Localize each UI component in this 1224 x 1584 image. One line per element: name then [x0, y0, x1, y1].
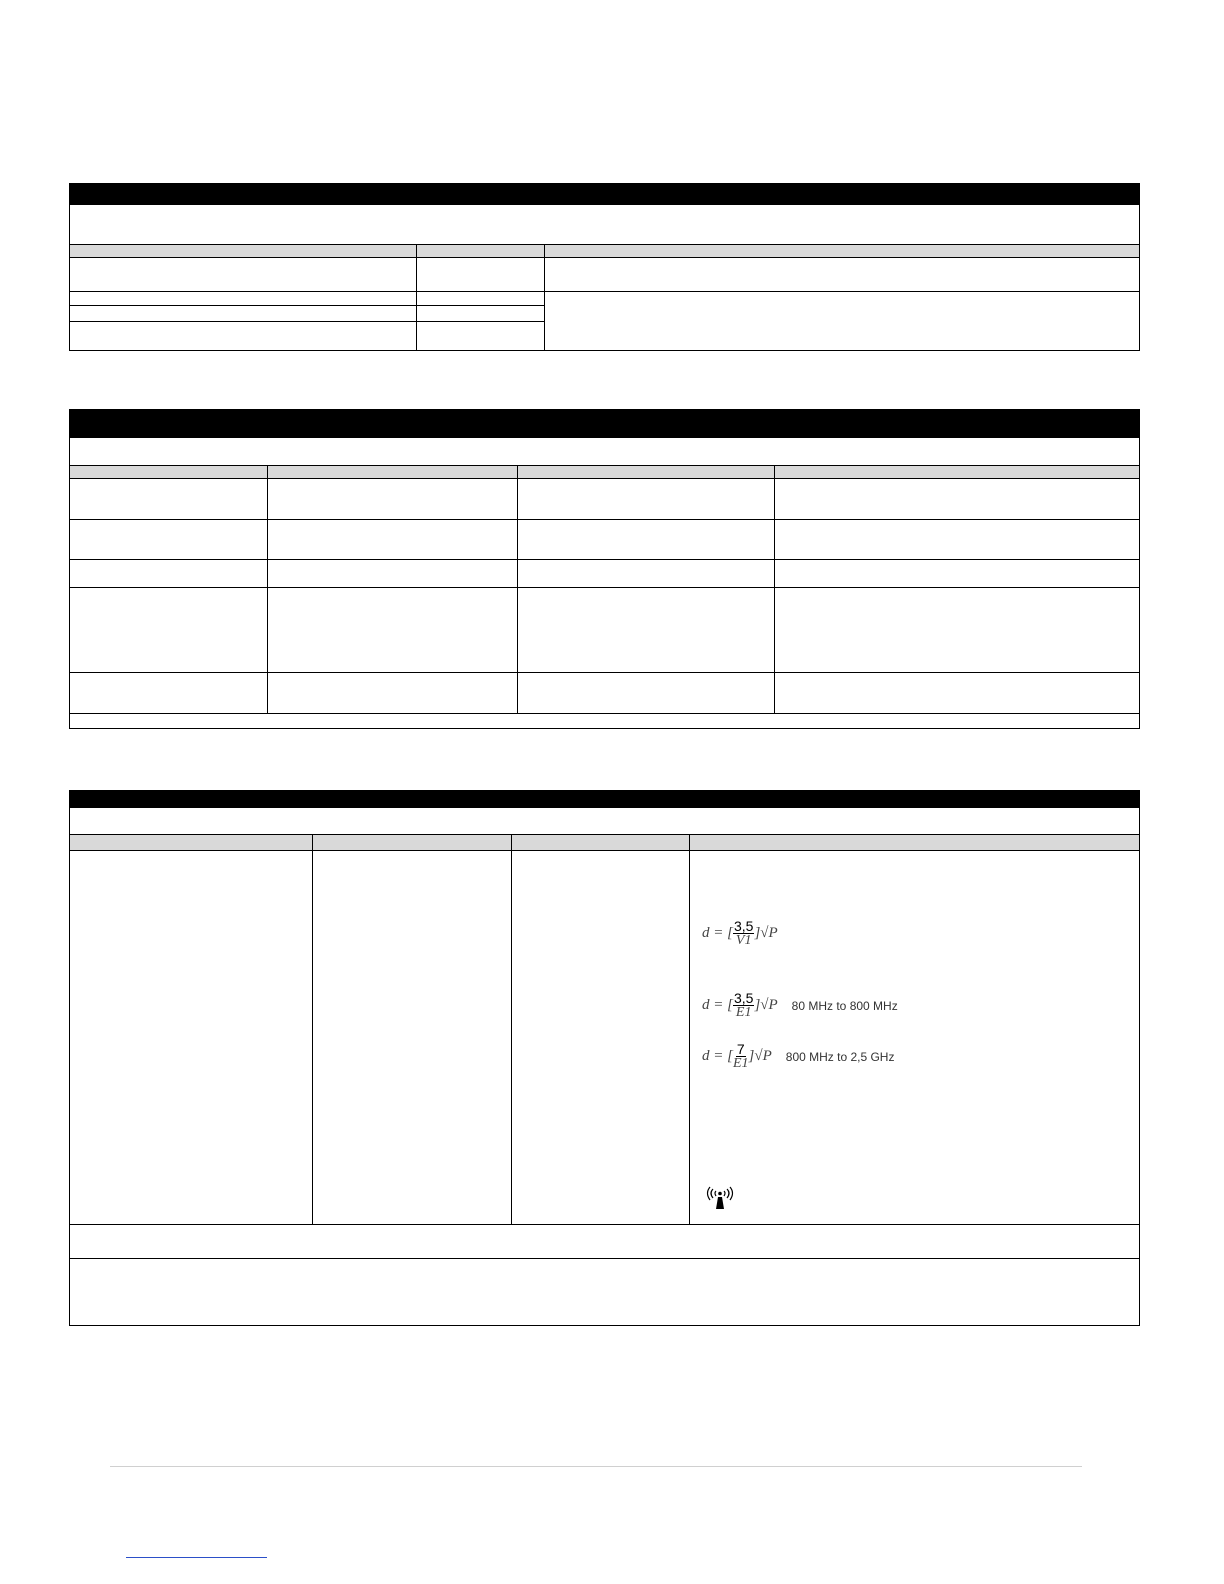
formula-numerator: 7: [736, 1041, 745, 1057]
formula-numerator: 3,5: [733, 990, 754, 1006]
immunity-table: [69, 409, 1140, 729]
formula-suffix: ]√P: [754, 925, 778, 941]
formula-prefix: d = [: [702, 1048, 733, 1064]
formula-denominator: E1: [735, 1005, 752, 1020]
immunity-table-title-bar: [70, 410, 1139, 438]
formula-suffix: ]√P: [748, 1048, 772, 1064]
separation-distance-formula-v1: [702, 919, 778, 948]
formula-denominator: E1: [732, 1056, 749, 1071]
formula-suffix: ]√P: [754, 997, 778, 1013]
emissions-table-column-headers: [70, 244, 1139, 258]
formula-prefix: d = [: [702, 997, 733, 1013]
separation-distance-formula-e1-80mhz: [702, 991, 898, 1020]
formula-fraction: [733, 919, 754, 948]
frequency-range-label: 80 MHz to 800 MHz: [791, 998, 898, 1013]
footer-link-underline[interactable]: [126, 1557, 267, 1558]
non-ionizing-radiation-icon: [703, 1183, 737, 1211]
formula-prefix: d = [: [702, 925, 733, 941]
rf-immunity-table: [69, 790, 1140, 1326]
footer-divider: [110, 1466, 1082, 1467]
frequency-range-label: 800 MHz to 2,5 GHz: [785, 1049, 895, 1064]
formula-fraction: [733, 991, 754, 1020]
rf-immunity-table-column-headers: [70, 834, 1139, 851]
emissions-table-title-bar: [70, 184, 1139, 205]
separation-distance-formula-e1-800mhz: [702, 1042, 894, 1071]
emissions-table: [69, 183, 1140, 351]
formula-numerator: 3,5: [733, 918, 754, 934]
immunity-table-column-headers: [70, 465, 1139, 479]
rf-immunity-table-title-bar: [70, 791, 1139, 808]
formula-fraction: [733, 1042, 749, 1071]
formula-denominator: V1: [735, 933, 752, 948]
